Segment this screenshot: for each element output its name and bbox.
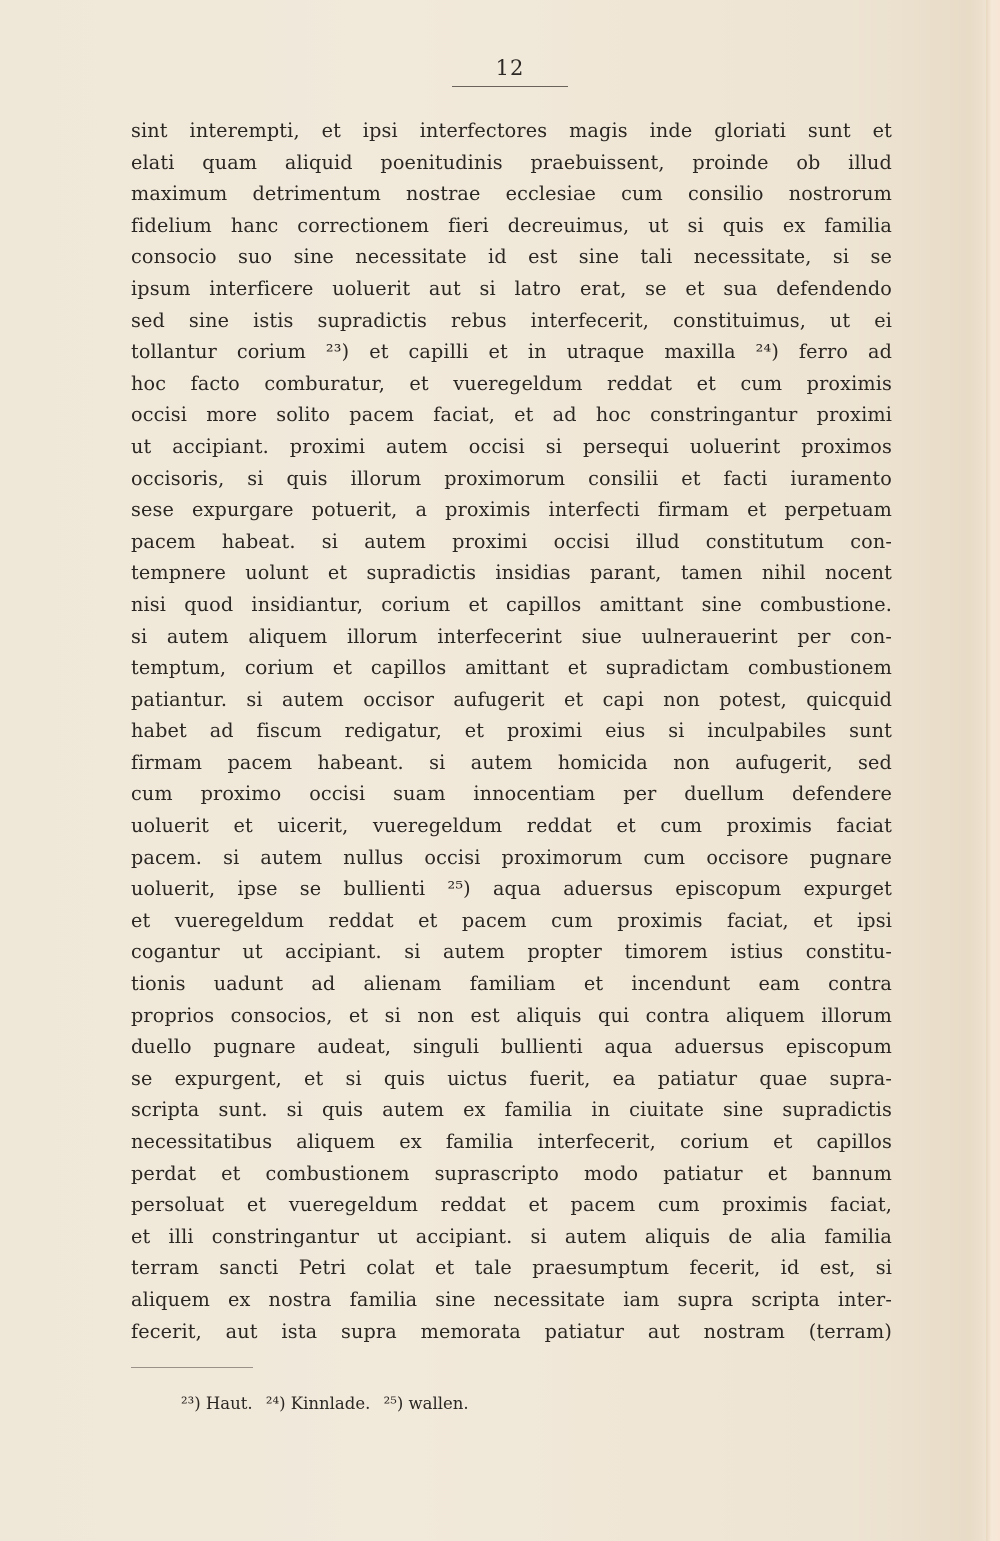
text-line: ipsum interficere uoluerit aut si latro erat, se et sua defendendo [131,276,892,300]
body-text [131,115,892,1347]
text-line: uoluerit, ipse se bullienti ²⁵) aqua aduersus episcopum expurget [131,877,892,901]
header-rule [452,86,568,87]
footnote-23: ²³) Haut. [181,1394,253,1413]
text-line: cum proximo occisi suam innocentiam per duellum defendere [131,782,892,806]
text-line: sint interempti, et ipsi interfectores magis inde gloriati sunt et [131,119,892,142]
text-line: se expurgent, et si quis uictus fuerit, ea patiatur quae supra- [131,1066,892,1090]
footnotes [181,1392,477,1416]
page-header [452,54,568,82]
text-line: scripta sunt. si quis autem ex familia in ciuitate sine supradictis [131,1098,892,1122]
text-line: necessitatibus aliquem ex familia interfecerit, corium et capillos [131,1130,892,1153]
text-line: nisi quod insidiantur, corium et capillos amittant sine combustione. [131,592,892,616]
text-line: patiantur. si autem occisor aufugerit et capi non potest, quicquid [131,687,892,711]
text-line: temptum, corium et capillos amittant et supradictam combustionem [131,656,892,680]
text-line: et vueregeldum reddat et pacem cum proximis faciat, et ipsi [131,908,892,932]
text-line: pacem habeat. si autem proximi occisi illud constitutum con- [131,529,892,553]
text-line: fecerit, aut ista supra memorata patiatur aut nostram (terram) [131,1319,892,1343]
footnote-rule [131,1367,253,1368]
text-line: firmam pacem habeant. si autem homicida non aufugerit, sed [131,750,892,774]
text-line: uoluerit et uicerit, vueregeldum reddat et cum proximis faciat [131,814,892,838]
text-line: ut accipiant. proximi autem occisi si persequi uoluerint proximos [131,434,892,458]
text-line: sed sine istis supradictis rebus interfecerit, constituimus, ut ei [131,308,892,332]
text-line: occisi more solito pacem faciat, et ad hoc constringantur proximi [131,403,892,427]
text-line: pacem. si autem nullus occisi proximorum cum occisore pugnare [131,845,892,869]
page-number: 12 [495,56,525,80]
text-line: maximum detrimentum nostrae ecclesiae cum consilio nostrorum [131,182,892,206]
text-line: duello pugnare audeat, singuli bullienti aqua aduersus episcopum [131,1035,892,1059]
text-line: perdat et combustionem suprascripto modo patiatur et bannum [131,1161,892,1185]
text-line: occisoris, si quis illorum proximorum consilii et facti iuramento [131,466,892,490]
text-line: et illi constringantur ut accipiant. si autem aliquis de alia familia [131,1224,892,1248]
text-line: tollantur corium ²³) et capilli et in utraque maxilla ²⁴) ferro ad [131,340,892,364]
page-edge [986,0,1000,1541]
text-line: aliquem ex nostra familia sine necessitate iam supra scripta inter- [131,1287,892,1311]
text-line: si autem aliquem illorum interfecerint siue uulnerauerint per con- [131,624,892,648]
text-line: tionis uadunt ad alienam familiam et incendunt eam contra [131,972,892,996]
footnote-25: ²⁵) wallen. [383,1394,469,1413]
text-line: elati quam aliquid poenitudinis praebuissent, proinde ob illud [131,150,892,174]
text-line: habet ad fiscum redigatur, et proximi eius si inculpabiles sunt [131,719,892,743]
footnote-24: ²⁴) Kinnlade. [265,1394,371,1413]
text-line: cogantur ut accipiant. si autem propter timorem istius constitu- [131,940,892,964]
text-line: hoc facto comburatur, et vueregeldum reddat et cum proximis [131,371,892,395]
text-line: proprios consocios, et si non est aliquis qui contra aliquem illorum [131,1003,892,1027]
text-line: persoluat et vueregeldum reddat et pacem cum proximis faciat, [131,1193,892,1217]
text-line: sese expurgare potuerit, a proximis interfecti firmam et perpetuam [131,498,892,522]
text-line: terram sancti Petri colat et tale praesumptum fecerit, id est, si [131,1256,892,1280]
text-line: consocio suo sine necessitate id est sine tali necessitate, si se [131,245,892,269]
text-line: tempnere uolunt et supradictis insidias parant, tamen nihil nocent [131,561,892,585]
text-line: fidelium hanc correctionem fieri decreuimus, ut si quis ex familia [131,213,892,237]
